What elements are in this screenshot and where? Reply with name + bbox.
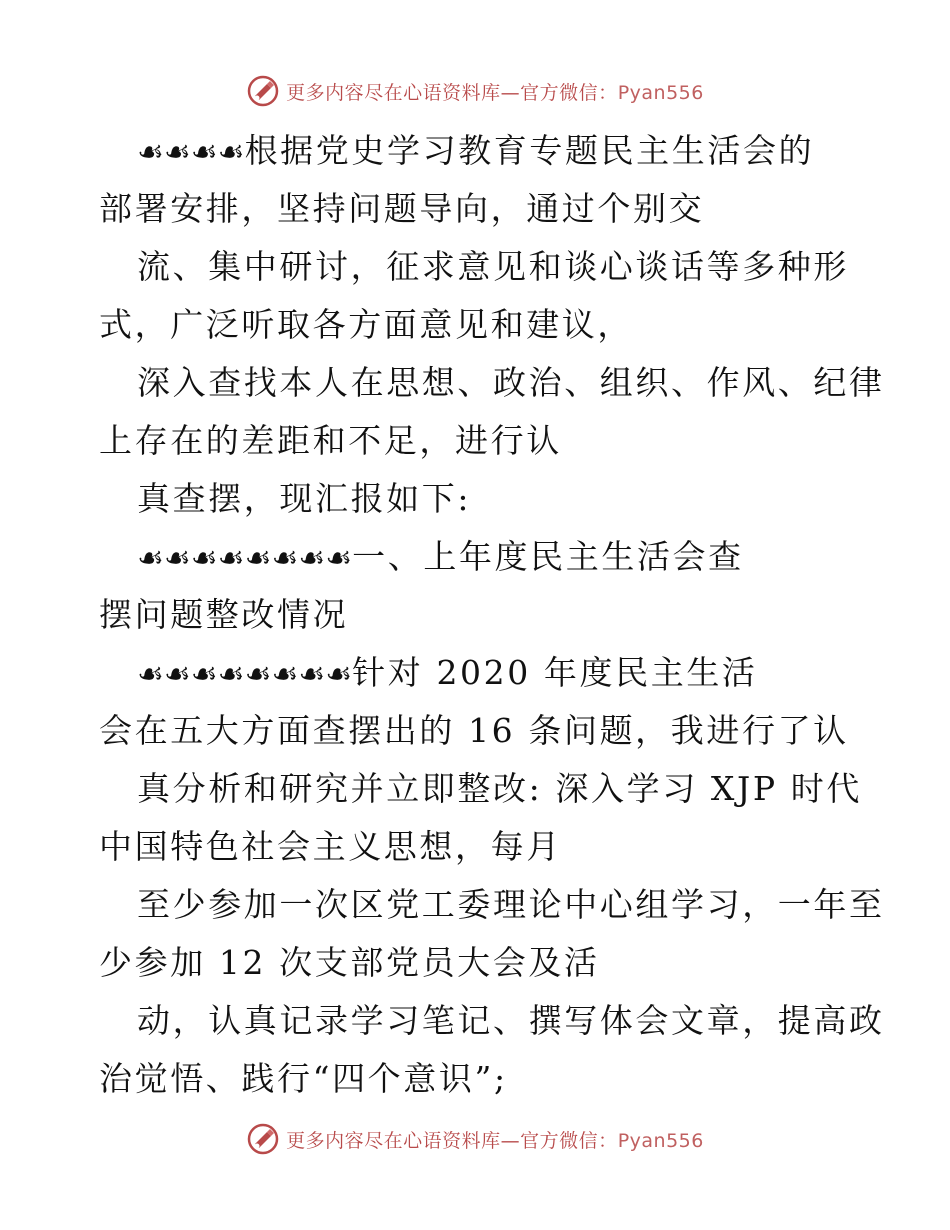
text-line	[99, 296, 859, 354]
watermark-logo-icon	[246, 74, 280, 108]
line-text: 一、上年度民主生活会查	[352, 537, 744, 576]
watermark-header	[0, 69, 950, 113]
text-line	[99, 586, 859, 644]
line-text: 少参加 12 次支部党员大会及活	[99, 943, 600, 982]
text-line	[99, 238, 859, 296]
text-line	[99, 180, 859, 238]
line-text: 至少参加一次区党工委理论中心组学习，一年至	[137, 885, 885, 924]
text-line	[99, 354, 885, 412]
text-line	[99, 760, 862, 818]
ornament-icon: ☙☙☙☙☙☙☙☙	[137, 541, 353, 576]
line-text: 根据党史学习教育专题民主生活会的	[244, 131, 815, 170]
line-text: 会在五大方面查摆出的 16 条问题，我进行了认	[99, 711, 849, 750]
watermark-dash: —	[500, 81, 521, 104]
text-line	[99, 818, 859, 876]
document-body	[99, 122, 885, 1108]
line-text: 上存在的差距和不足，进行认	[99, 421, 562, 460]
line-text: 真查摆，现汇报如下:	[137, 479, 472, 518]
ornament-icon: ☙☙☙☙☙☙☙☙	[137, 657, 353, 692]
line-text: 流、集中研讨，征求意见和谈心谈话等多种形	[137, 247, 849, 286]
watermark-text	[286, 1126, 704, 1153]
text-line	[99, 470, 859, 528]
text-line	[99, 992, 885, 1050]
ornament-icon: ☙☙☙☙	[137, 135, 245, 170]
text-line	[99, 122, 859, 180]
watermark-suffix: 官方微信：	[520, 1129, 618, 1152]
watermark-footer	[0, 1117, 950, 1161]
text-line	[99, 876, 885, 934]
line-text: 动，认真记录学习笔记、撰写体会文章，提高政	[137, 1001, 885, 1040]
line-text: 摆问题整改情况	[99, 595, 349, 634]
text-line	[99, 528, 859, 586]
watermark-id: Pyan556	[617, 81, 704, 104]
line-text: 中国特色社会主义思想，每月	[99, 827, 562, 866]
line-text: 式，广泛听取各方面意见和建议，	[99, 305, 633, 344]
line-text: 真分析和研究并立即整改: 深入学习 XJP 时代	[137, 769, 862, 808]
text-line	[99, 1050, 859, 1108]
watermark-id: Pyan556	[617, 1129, 704, 1152]
line-text: 治觉悟、践行“四个意识”;	[99, 1059, 508, 1098]
line-text: 部署安排，坚持问题导向，通过个别交	[99, 189, 705, 228]
watermark-dash: —	[500, 1129, 521, 1152]
watermark-text	[286, 78, 704, 105]
line-text: 深入查找本人在思想、政治、组织、作风、纪律	[137, 363, 885, 402]
watermark-main-text: 更多内容尽在心语资料库	[286, 81, 501, 104]
text-line	[99, 934, 859, 992]
text-line	[99, 644, 859, 702]
text-line	[99, 702, 859, 760]
line-text: 针对 2020 年度民主生活	[352, 653, 758, 692]
watermark-logo-icon	[246, 1122, 280, 1156]
watermark-main-text: 更多内容尽在心语资料库	[286, 1129, 501, 1152]
watermark-suffix: 官方微信：	[520, 81, 618, 104]
text-line	[99, 412, 859, 470]
